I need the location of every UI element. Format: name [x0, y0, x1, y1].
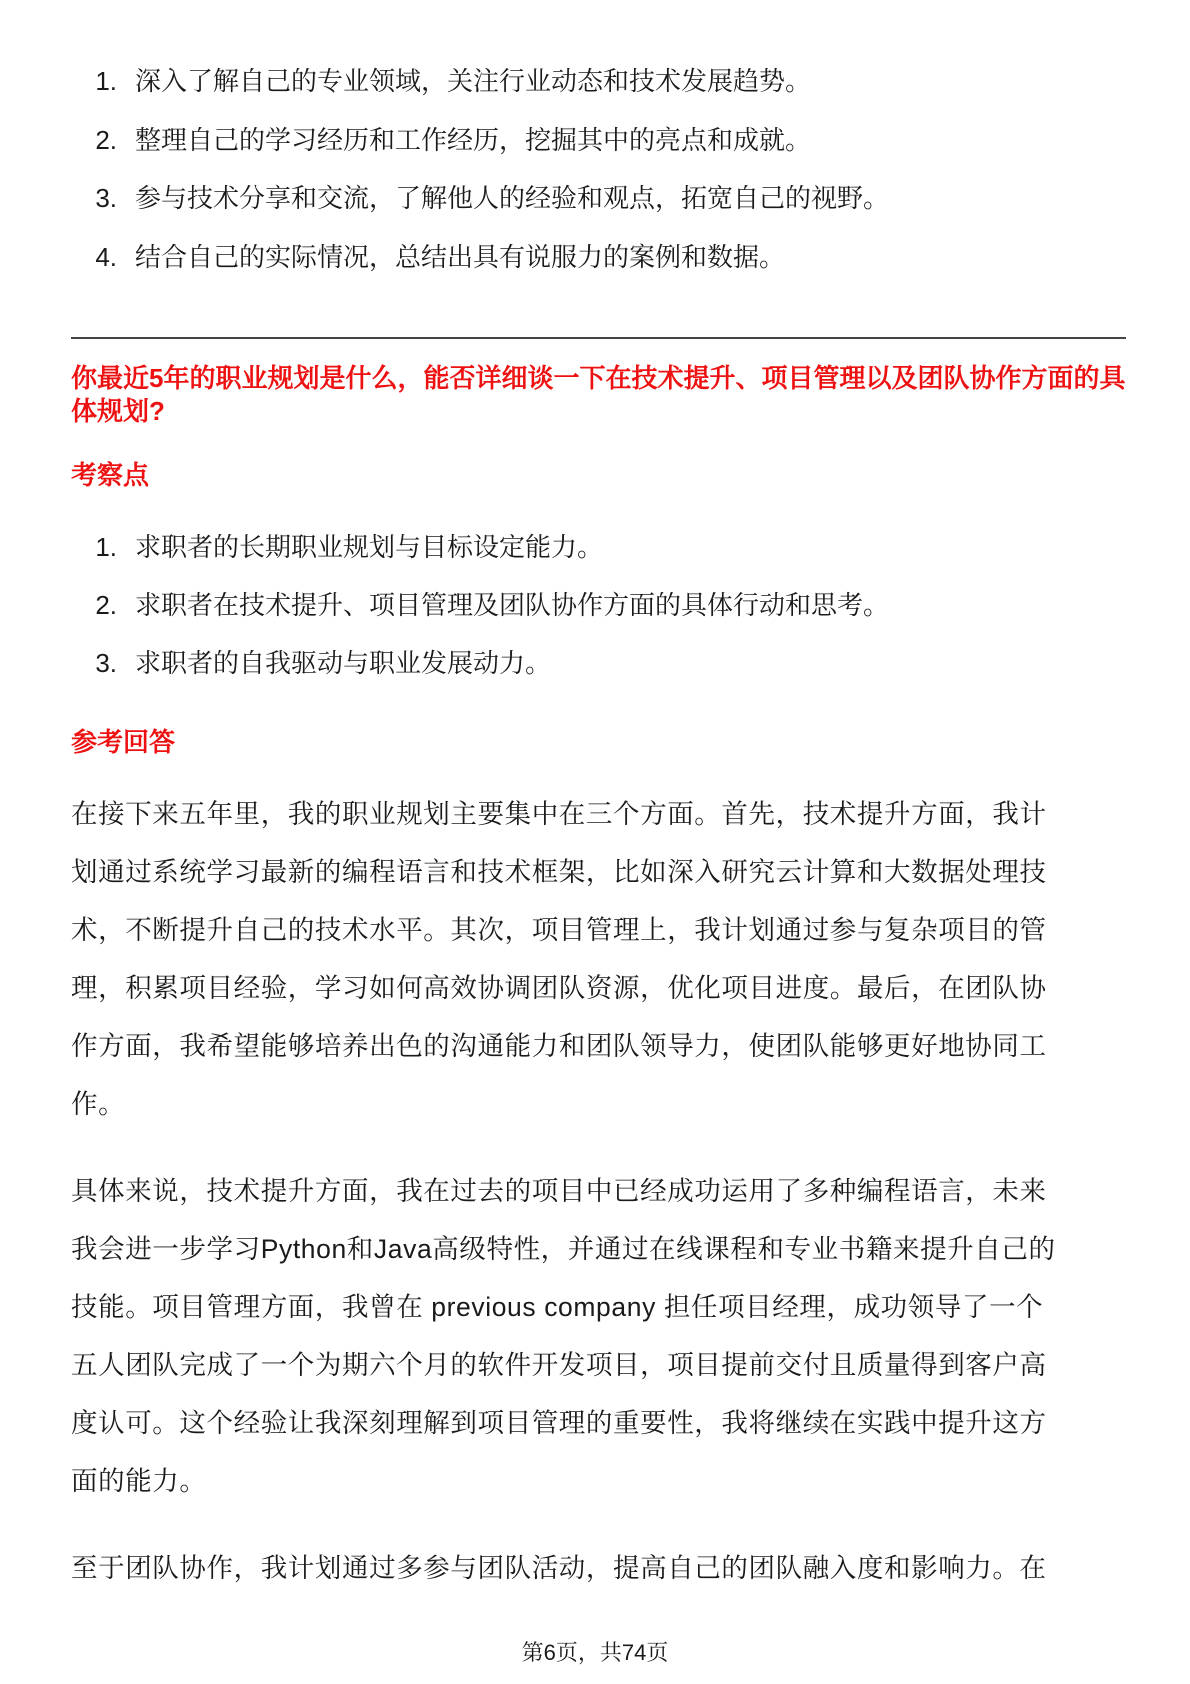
paragraph-line: 理，积累项目经验，学习如何高效协调团队资源，优化项目进度。最后，在团队协 [71, 973, 1047, 1003]
list-text: 整理自己的学习经历和工作经历，挖掘其中的亮点和成就。 [135, 125, 812, 155]
points-heading: 考察点 [71, 460, 150, 490]
list-number: 2. [95, 590, 117, 620]
paragraph-line: 技能。项目管理方面，我曾在 previous company 担任项目经理，成功领导了一个 [71, 1292, 1044, 1322]
paragraph-line: 我会进一步学习Python和Java高级特性，并通过在线课程和专业书籍来提升自己的 [71, 1234, 1056, 1264]
list-number: 1. [95, 532, 117, 562]
list-number: 4. [95, 242, 117, 272]
paragraph-line: 五人团队完成了一个为期六个月的软件开发项目，项目提前交付且质量得到客户高 [71, 1350, 1047, 1380]
list-text: 求职者在技术提升、项目管理及团队协作方面的具体行动和思考。 [135, 590, 890, 620]
page-number: 第6页，共74页 [521, 1640, 669, 1665]
paragraph-line: 在接下来五年里，我的职业规划主要集中在三个方面。首先，技术提升方面，我计 [71, 799, 1047, 829]
answer-paragraph [71, 1162, 1056, 1510]
paragraph-line: 划通过系统学习最新的编程语言和技术框架，比如深入研究云计算和大数据处理技 [71, 857, 1047, 887]
list-text: 深入了解自己的专业领域，关注行业动态和技术发展趋势。 [135, 66, 812, 96]
list-text: 求职者的长期职业规划与目标设定能力。 [135, 532, 604, 562]
paragraph-line: 面的能力。 [71, 1466, 207, 1496]
answer-paragraph [71, 1539, 1047, 1597]
list-text: 求职者的自我驱动与职业发展动力。 [135, 648, 552, 678]
list-text: 参与技术分享和交流，了解他人的经验和观点，拓宽自己的视野。 [135, 183, 890, 213]
paragraph-line: 至于团队协作，我计划通过多参与团队活动，提高自己的团队融入度和影响力。在 [71, 1553, 1047, 1583]
paragraph-line: 作方面，我希望能够培养出色的沟通能力和团队领导力，使团队能够更好地协同工 [71, 1031, 1047, 1061]
list-text: 结合自己的实际情况，总结出具有说服力的案例和数据。 [135, 242, 786, 272]
paragraph-line: 具体来说，技术提升方面，我在过去的项目中已经成功运用了多种编程语言，未来 [71, 1176, 1047, 1206]
list-number: 2. [95, 125, 117, 155]
question-heading: 你最近5年的职业规划是什么，能否详细谈一下在技术提升、项目管理以及团队协作方面的具体规划? [71, 363, 1126, 426]
list-number: 3. [95, 648, 117, 678]
paragraph-line: 度认可。这个经验让我深刻理解到项目管理的重要性，我将继续在实践中提升这方 [71, 1408, 1047, 1438]
list-number: 3. [95, 183, 117, 213]
paragraph-line: 作。 [71, 1089, 126, 1119]
section-divider [71, 337, 1126, 339]
paragraph-line: 术，不断提升自己的技术水平。其次，项目管理上，我计划通过参与复杂项目的管 [71, 915, 1047, 945]
list-number: 1. [95, 66, 117, 96]
answer-paragraph [71, 785, 1047, 1133]
answer-heading: 参考回答 [71, 727, 176, 757]
